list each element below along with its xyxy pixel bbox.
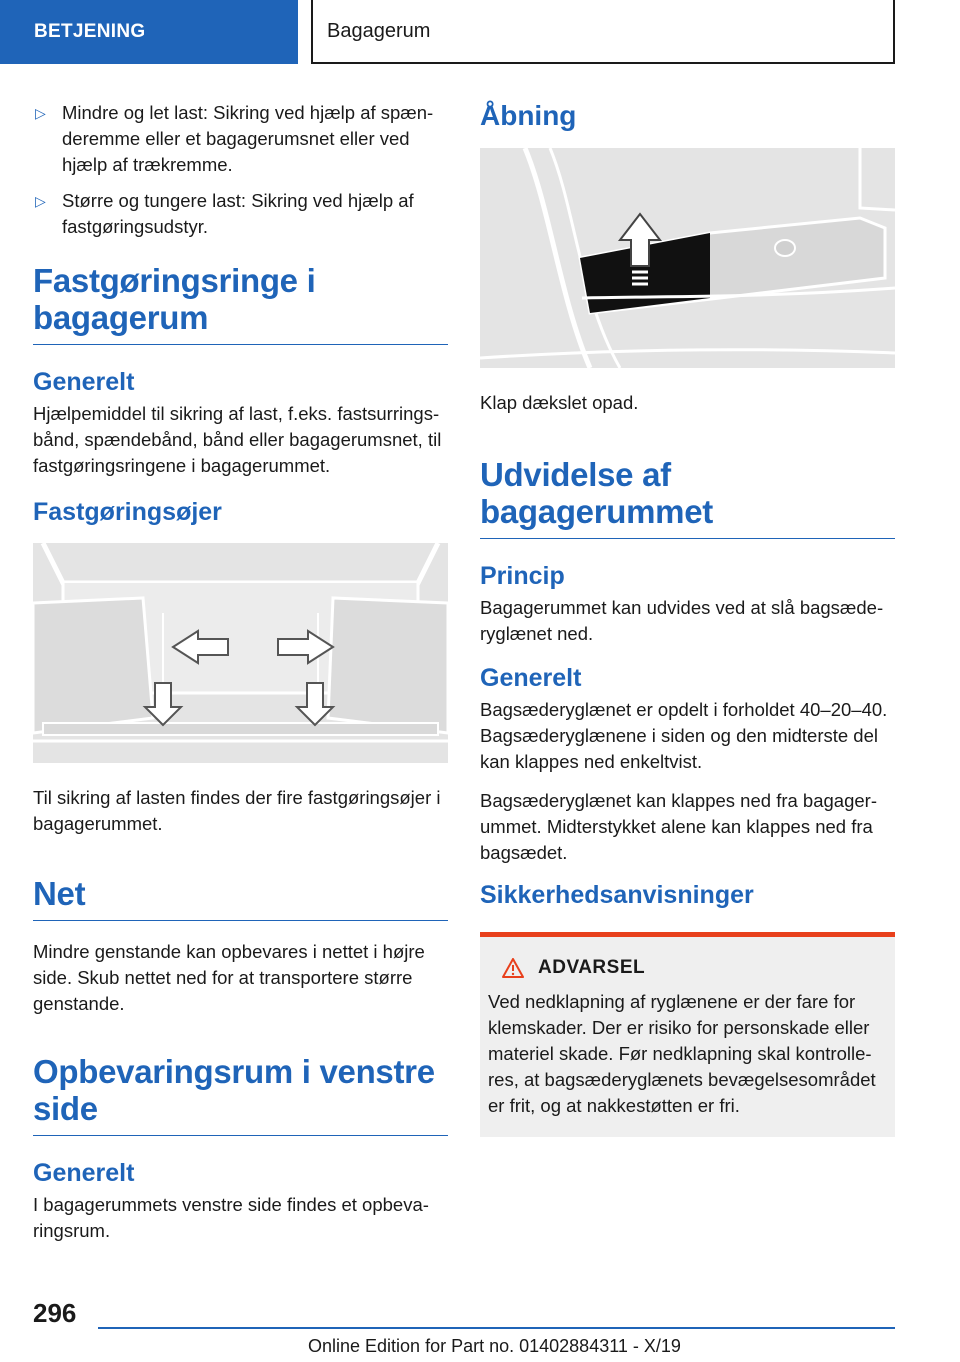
warning-header bbox=[488, 957, 887, 979]
heading-rings: Fastgøringsringe i bagagerum bbox=[33, 262, 448, 345]
paragraph-abning: Klap dækslet opad. bbox=[480, 392, 639, 413]
warning-label: ADVARSEL bbox=[538, 957, 646, 978]
heading-generelt-right: Generelt bbox=[480, 664, 582, 692]
page-number: 296 bbox=[33, 1298, 77, 1328]
heading-udvidelse: Udvidelse af bagagerummet bbox=[480, 456, 895, 539]
heading-generelt-2: Generelt bbox=[33, 1159, 135, 1187]
right-column bbox=[480, 100, 895, 1137]
triangle-bullet-icon: ▷ bbox=[35, 105, 46, 121]
list-item: ▷ Større og tungere last: Sikring ved hjælp af fastgøringsudstyr. bbox=[35, 190, 414, 237]
paragraph-generelt-2: I bagagerummets venstre side findes et opbevaringsrum. bbox=[33, 1194, 429, 1241]
storage-cover-drawing bbox=[480, 148, 895, 368]
heading-princip: Princip bbox=[480, 562, 565, 590]
footer-edition: Online Edition for Part no. 01402884311 - X/19 bbox=[308, 1336, 681, 1356]
heading-abning: Åbning bbox=[480, 100, 577, 131]
paragraph-generelt: Hjælpemiddel til sikring af last, f.eks. fastsurringsbånd, spændebånd, bånd eller bagagerumsnet, til fastgøringsringene i bagagerummet. bbox=[33, 403, 442, 476]
triangle-bullet-icon: ▷ bbox=[35, 193, 46, 209]
paragraph-net: Mindre genstande kan opbevares i nettet i højre side. Skub nettet ned for at transportere større genstande. bbox=[33, 941, 425, 1014]
warning-text: Ved nedklapning af ryglænene er der fare for klemskader. Der er risiko for personskade eller materiel skade. Før nedklapning skal kontrolleres, at bagsæderyglænets bevægelsesområdet er frit, og at nakkestøtten er fri. bbox=[488, 991, 876, 1116]
paragraph-princip: Bagagerummet kan udvides ved at slå bagsæderyglænet ned. bbox=[480, 597, 884, 644]
paragraph-ojer: Til sikring af lasten findes der fire fastgøringsøjer i bagagerummet. bbox=[33, 787, 441, 834]
paragraph-generelt-a: Bagsæderyglænet er opdelt i forholdet 40–20–40. Bagsæderyglænene i siden og den midterste del kan klappes ned enkeltvist. bbox=[480, 699, 888, 772]
paragraph-generelt-b: Bagsæderyglænet kan klappes ned fra bagagerummet. Midterstykket alene kan klappes ned fra bagsædet. bbox=[480, 790, 877, 863]
heading-opbevaring: Opbevaringsrum i venstre side bbox=[33, 1053, 448, 1136]
heading-generelt: Generelt bbox=[33, 368, 135, 396]
section-tab: BETJENING bbox=[0, 0, 298, 64]
trunk-eyelets-illustration bbox=[33, 543, 448, 763]
list-item: ▷ Mindre og let last: Sikring ved hjælp af spænderemme eller et bagagerumsnet eller ved hjælp af trækremme. bbox=[35, 102, 434, 175]
storage-cover-illustration bbox=[480, 148, 895, 368]
heading-net: Net bbox=[33, 875, 448, 921]
footer-divider bbox=[98, 1327, 895, 1329]
chapter-title: Bagagerum bbox=[311, 0, 895, 64]
warning-box bbox=[480, 932, 895, 1137]
load-securing-list bbox=[33, 100, 448, 240]
warning-triangle-icon bbox=[502, 958, 524, 978]
trunk-eyelets-drawing bbox=[33, 543, 448, 763]
heading-ojer: Fastgøringsøjer bbox=[33, 498, 222, 526]
heading-sikkerhed: Sikkerhedsanvisninger bbox=[480, 881, 754, 909]
left-column bbox=[33, 100, 448, 1257]
